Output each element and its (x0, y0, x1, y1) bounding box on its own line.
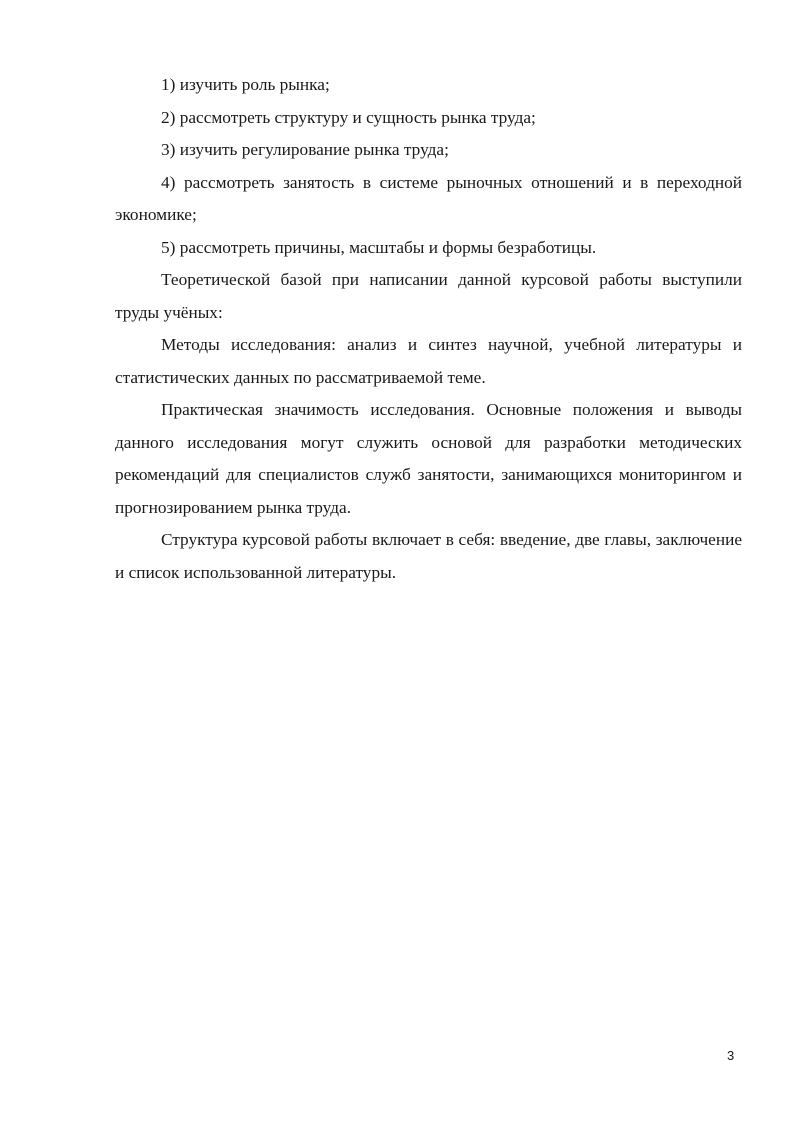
page-body (115, 69, 742, 589)
research-methods-paragraph: Методы исследования: анализ и синтез научной, учебной литературы и статистических данных по рассматриваемой теме. (115, 335, 742, 387)
page-number: 3 (727, 1048, 735, 1063)
task-list-item-5: 5) рассмотреть причины, масштабы и формы безработицы. (161, 237, 597, 257)
theoretical-basis-paragraph: Теоретической базой при написании данной курсовой работы выступили труды учёных: (115, 270, 742, 322)
task-list-item-4: 4) рассмотреть занятость в системе рыночных отношений и в переходной экономике; (115, 172, 742, 224)
structure-paragraph: Структура курсовой работы включает в себя: введение, две главы, заключение и список использованной литературы. (115, 530, 742, 582)
task-list-item-2: 2) рассмотреть структуру и сущность рынка труда; (161, 107, 536, 127)
practical-significance-paragraph: Практическая значимость исследования. Основные положения и выводы данного исследования могут служить основой для разработки методических рекомендаций для специалистов служб занятости, занимающихся мониторингом и прогнозированием рынка труда. (115, 400, 742, 517)
task-list-item-3: 3) изучить регулирование рынка труда; (161, 140, 449, 159)
task-list-item-1: 1) изучить роль рынка; (161, 75, 330, 94)
